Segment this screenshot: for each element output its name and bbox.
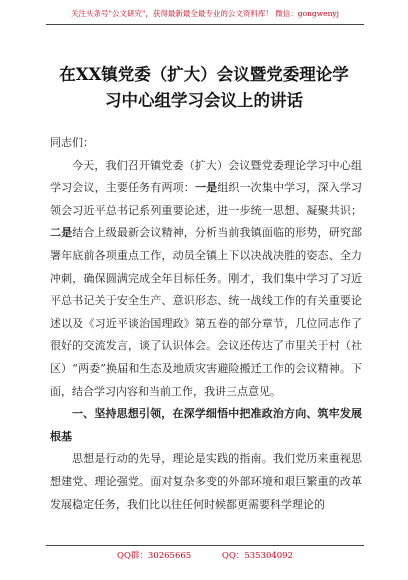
item-marker-second: 二是: [50, 226, 73, 240]
paragraph-1-intro: 今天，我们召开镇党委（扩大）会议暨党委理论学习中心组学习会议，主要任务有两项：: [50, 158, 362, 195]
body-paragraph-2: 思想是行动的先导，理论是实践的指南。我们党历来重视思想建党、理论强党。面对复杂多变的外部环境和艰巨繁重的改革发展稳定任务，我们比以往任何时候都更需要科学理论的: [50, 452, 362, 511]
paragraph-1-first-task: 组织一次集中学习，深入学习领会习近平总书记系列重要论述，进一步统一思想、凝聚共识；: [50, 181, 363, 217]
footer-divider: [46, 545, 364, 546]
document-title: [34, 62, 374, 114]
footer-qq: QQ：535304092: [221, 551, 293, 561]
title-line-1: 在XX镇党委（扩大）会议暨党委理论学: [59, 65, 349, 84]
header-divider: [46, 24, 364, 25]
item-marker-first: 一是: [194, 181, 218, 195]
page-header-banner: 关注头条号"公文研究"，获得最新最全最专业的公文资料库！ 微信：gongwenyj: [71, 9, 339, 18]
document-body: [50, 132, 362, 516]
body-paragraph-1: [50, 155, 362, 404]
title-line-2: 习中心组学习会议上的讲话: [105, 91, 303, 110]
footer-qq-group: QQ群：30265665: [116, 551, 192, 561]
page-footer: [40, 548, 370, 564]
paragraph-1-second-task: 结合上级最新会议精神，分析当前我镇面临的形势，研究部署年底前各项重点工作，动员全镇上下以决战决胜的姿态、全力冲刺，确保圆满完成全年目标任务。刚才，我们集中学习了习近平总书记关于安全生产、意识形态、统一战线工作的有关重要论述以及《习近平谈治国理政》第五卷的部分章节，几位同志作了很好的交流发言，谈了认识体会。会议还传达了市里关于村（社区）“两委”换届和生态及地质灾害避险搬迁工作的会议精神。下面，结合学习内容和当前工作，我讲三点意见。: [50, 226, 362, 398]
section-heading-1: 一、坚持思想引领，在深学细悟中把准政治方向、筑牢发展根基: [50, 407, 362, 443]
salutation: 同志们：: [50, 136, 94, 149]
